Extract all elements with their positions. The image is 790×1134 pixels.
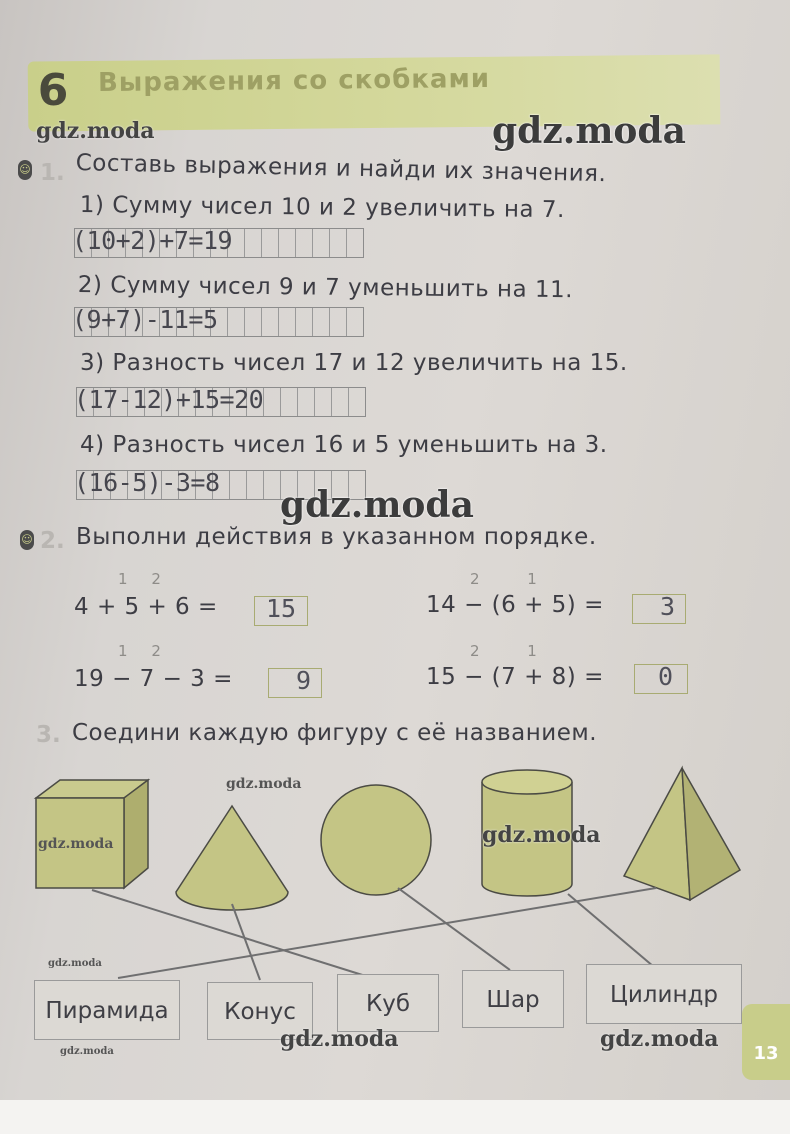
cone-shape: [176, 806, 288, 910]
watermark: gdz.moda: [48, 958, 102, 969]
expression: 19 − 7 − 3 =: [74, 666, 233, 692]
watermark: gdz.moda: [280, 1026, 399, 1052]
order-marks: 2 1: [470, 642, 537, 660]
task-icon: ☺: [20, 530, 34, 550]
watermark: gdz.moda: [482, 822, 601, 848]
expression: 4 + 5 + 6 =: [74, 594, 218, 620]
handwritten-answer: (17-12)+15=20: [74, 385, 264, 414]
name-box-pyramid: Пирамида: [34, 980, 180, 1040]
watermark: gdz.moda: [226, 776, 302, 792]
name-box-cylinder: Цилиндр: [586, 964, 742, 1024]
name-box-cube: Куб: [337, 974, 439, 1032]
answer-box: [268, 668, 322, 698]
answer-value: 15: [266, 594, 297, 623]
page-number: 13: [742, 1004, 790, 1080]
handwritten-answer: (9+7)-11=5: [72, 305, 218, 334]
bottom-strip: [0, 1100, 790, 1134]
order-marks: 1 2: [118, 642, 161, 660]
task-icon: ☺: [18, 160, 32, 180]
watermark: gdz.moda: [36, 118, 155, 144]
pyramid-shape: [624, 768, 740, 900]
watermark: gdz.moda: [492, 110, 686, 152]
task2-instruction: Выполни действия в указанном порядке.: [76, 524, 597, 550]
name-box-sphere: Шар: [462, 970, 564, 1028]
answer-box: [632, 594, 686, 624]
order-marks: 1 2: [118, 570, 161, 588]
watermark: gdz.moda: [38, 836, 114, 852]
cube-shape: [36, 780, 148, 888]
task1-item-text: 1) Сумму чисел 10 и 2 увеличить на 7.: [79, 192, 565, 224]
handwritten-answer: (16-5)-3=8: [74, 468, 220, 497]
answer-value: 0: [658, 662, 674, 691]
answer-value: 9: [296, 666, 312, 695]
watermark: gdz.moda: [60, 1046, 114, 1057]
sphere-shape: [321, 785, 431, 895]
watermark: gdz.moda: [600, 1026, 719, 1052]
task1-item-text: 2) Сумму чисел 9 и 7 уменьшить на 11.: [77, 272, 574, 304]
task1-instruction: Составь выражения и найди их значения.: [75, 150, 607, 188]
watermark: gdz.moda: [280, 484, 474, 526]
section-number: 6: [37, 65, 69, 116]
task-number: 2.: [40, 528, 65, 554]
expression: 14 − (6 + 5) =: [426, 592, 604, 618]
task1-item-text: 3) Разность чисел 17 и 12 увеличить на 15.: [80, 350, 628, 376]
task3-instruction: Соедини каждую фигуру с её названием.: [72, 720, 598, 746]
task1-item-text: 4) Разность чисел 16 и 5 уменьшить на 3.: [80, 432, 608, 458]
name-box-cone: Конус: [207, 982, 313, 1040]
answer-value: 3: [660, 592, 676, 621]
order-marks: 2 1: [470, 570, 537, 588]
task-number: 3.: [36, 722, 61, 748]
connection-lines: [92, 888, 660, 980]
section-title: Выражения со скобками: [97, 63, 491, 99]
handwritten-answer: (10+2)+7=19: [72, 226, 233, 255]
task-number: 1.: [40, 160, 65, 186]
expression: 15 − (7 + 8) =: [426, 664, 604, 690]
